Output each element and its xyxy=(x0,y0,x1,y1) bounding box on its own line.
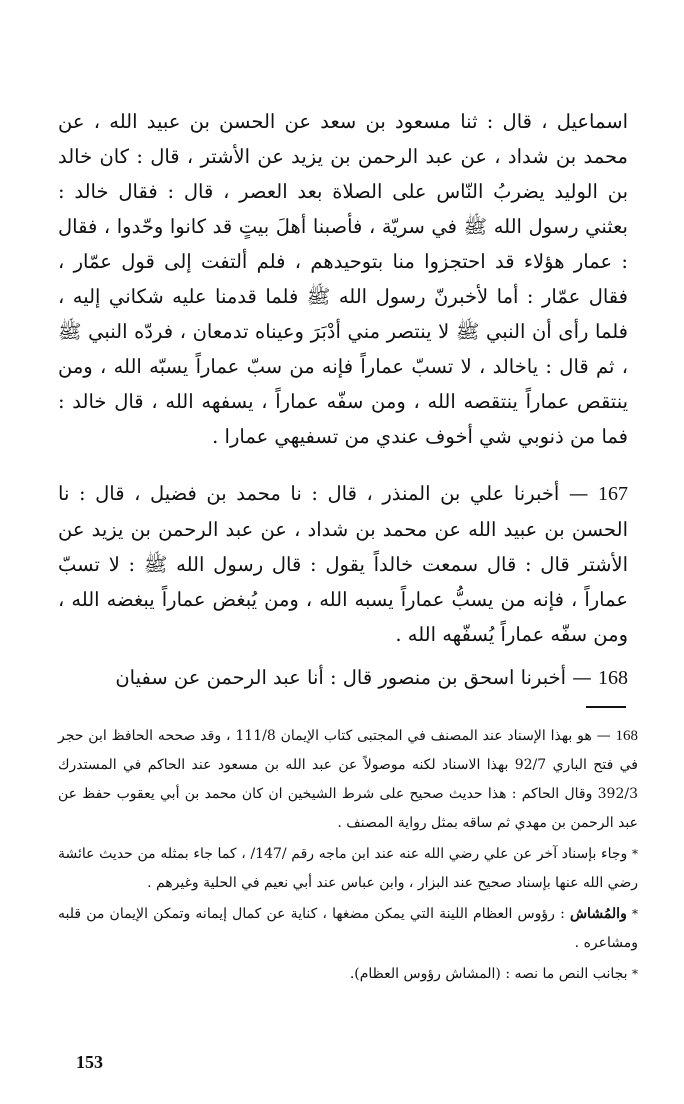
footnote-text: : رؤوس العظام اللينة التي يمكن مضغها ، كناية عن كمال إيمانه وتمكن الإيمان من قلبه ومشاعره . xyxy=(58,906,638,951)
continued-hadith-paragraph: اسماعيل ، قال : ثنا مسعود بن سعد عن الحسن بن عبيد الله ، عن محمد بن شداد ، عن عبد الرحمن بن يزيد عن الأشتر ، قال : كان خالد بن الوليد يضربُ النّاس على الصلاة بعد العصر ، قال : فقال خالد : بعثني رسول الله ﷺ في سريّة ، فأصبنا أهلَ بيتٍ قد كانوا وحّدوا ، فقال : عمار هؤلاء قد احتجزوا منا بتوحيدهم ، فلم ألتفت إلى قول عمّار ، فقال عمّار : أما لأخبرنّ رسول الله ﷺ فلما قدمنا عليه شكاني إليه ، فلما رأى أن النبي ﷺ لا ينتصر مني أدْبَرَ وعيناه تدمعان ، فردّه النبي ﷺ ، ثم قال : ياخالد ، لا تسبّ عماراً فإنه من سبّ عماراً يسبّه الله ، ومن ينتقص عماراً ينتقصه الله ، ومن سفّه عماراً ، يسفهه الله ، قال خالد : فما من ذنوبي شي أخوف عندي من تسفيهي عمارا . xyxy=(58,110,628,448)
footnote-number: 168 xyxy=(615,728,639,744)
glossary-term: والمُشاش xyxy=(569,906,627,922)
hadith-167-block xyxy=(58,476,628,652)
footnotes-section xyxy=(58,722,638,991)
hadith-167-paragraph xyxy=(58,476,628,652)
hadith-text: أخبرنا علي بن المنذر ، قال : نا محمد بن فضيل ، قال : نا الحسن بن عبيد الله عن محمد بن شداد ، عن عبد الرحمن بن يزيد عن الأشتر قال : قال سمعت خالداً يقول : قال رسول الله ﷺ : لا تسبّ عماراً ، فإنه من يسبُّ عماراً يسبه الله ، ومن يُبغض عماراً يبغضه الله ، ومن سفّه عماراً يُسفّهه الله . xyxy=(58,482,628,646)
page-number: 153 xyxy=(76,1052,103,1072)
hadith-text: أخبرنا اسحق بن منصور قال : أنا عبد الرحمن عن سفيان xyxy=(115,666,567,689)
footnote-text: وجاء بإسناد آخر عن علي رضي الله عنه عند ابن ماجه رقم /147/ ، كما جاء بمثله من حديث عائشة رضي الله عنها بإسناد صحيح عند البزار ، وابن عباس عند أبي نعيم في الحلية وغيرهم . xyxy=(58,846,638,891)
asterisk-icon: * xyxy=(632,967,638,981)
hadith-168-paragraph xyxy=(58,660,628,696)
footnote-divider xyxy=(586,706,626,708)
dash-separator: — xyxy=(559,482,589,505)
main-body-text xyxy=(58,104,628,454)
footnote-text: هو بهذا الإسناد عند المصنف في المجتبى كتاب الإيمان 111/8 ، وقد صححه الحافظ ابن حجر في فتح الباري 92/7 بهذا الاسناد لكنه موصولاً عن عبد الله بن مسعود عند الحاكم في المستدرك 392/3 وقال الحاكم : هذا حديث صحيح على شرط الشيخين ان كان محمد بن أبي يعقوب حفظ عن عبد الرحمن بن مهدي ثم ساقه بمثل رواية المصنف . xyxy=(58,728,639,831)
footnote-bullet-3 xyxy=(58,960,638,989)
dash-separator: — xyxy=(591,728,611,744)
hadith-number: 168 xyxy=(598,667,628,689)
footnote-168 xyxy=(58,722,638,838)
dash-separator: — xyxy=(566,666,592,689)
asterisk-icon: * xyxy=(632,907,638,921)
hadith-168-block xyxy=(58,660,628,696)
asterisk-icon: * xyxy=(632,847,639,861)
footnote-text: بجانب النص ما نصه : (المشاش رؤوس العظام). xyxy=(349,966,628,982)
footnote-bullet-2 xyxy=(58,900,638,958)
footnote-bullet-1 xyxy=(58,840,638,898)
hadith-number: 167 xyxy=(598,483,628,505)
